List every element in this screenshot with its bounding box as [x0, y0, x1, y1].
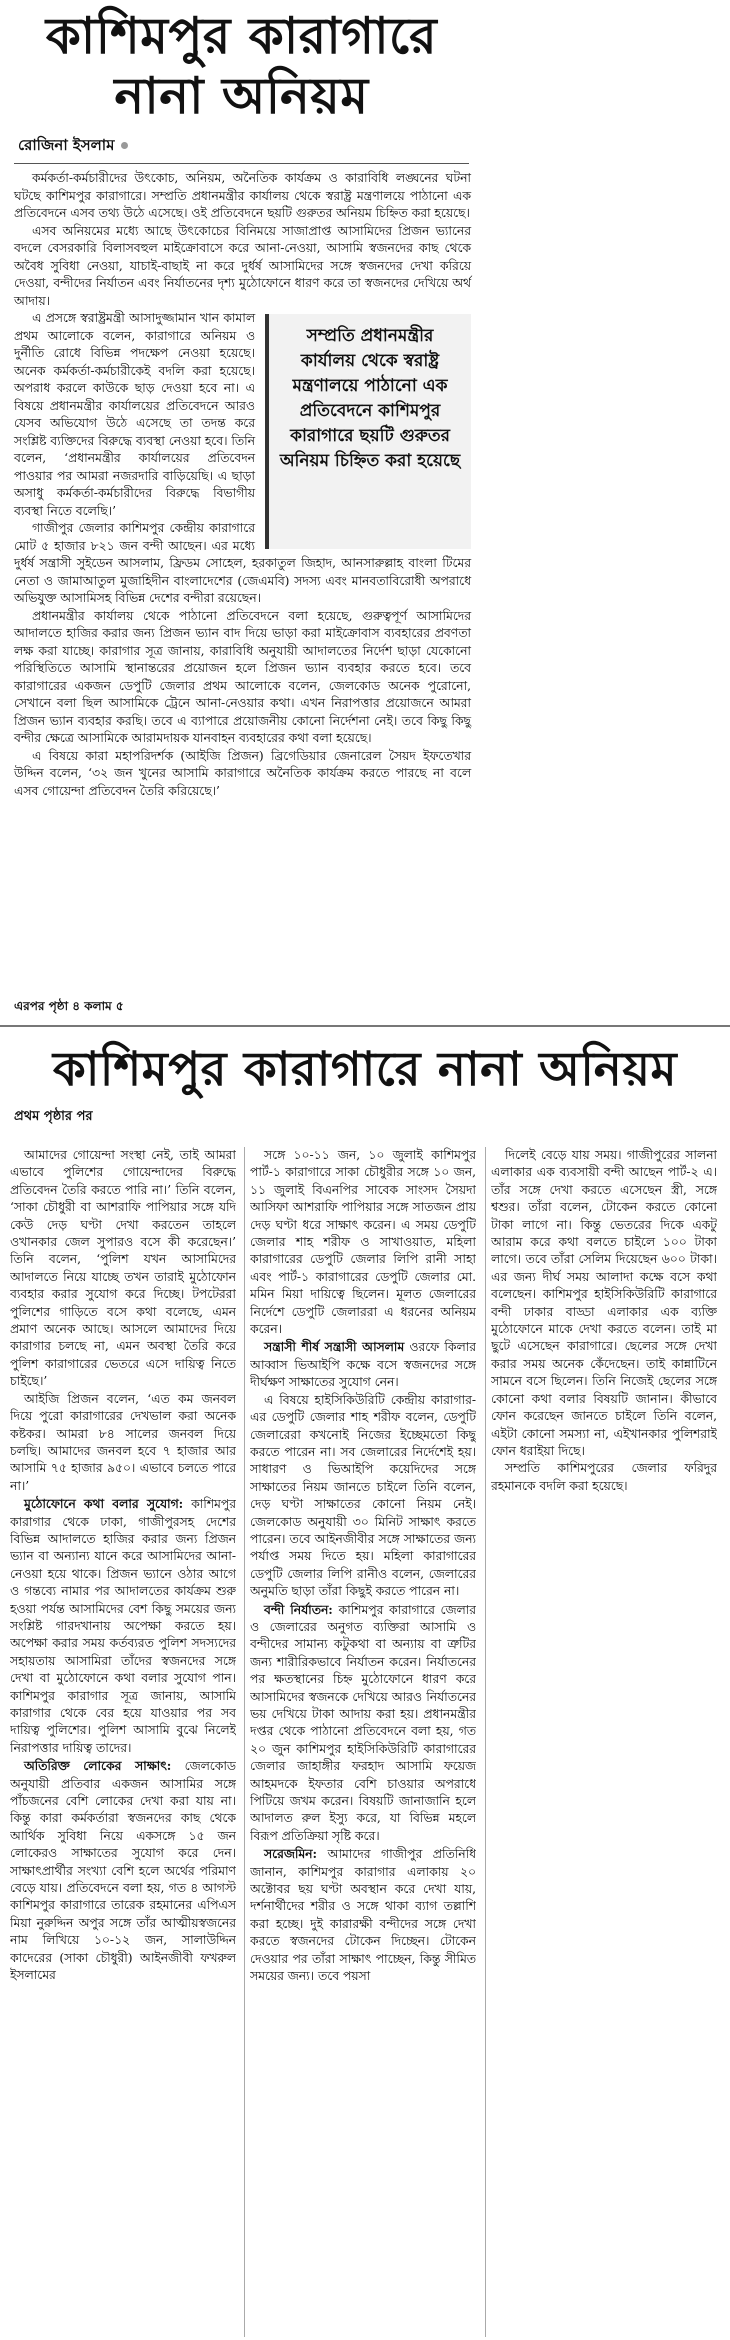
col1-paragraph: আইজি প্রিজন বলেন, ‘এত কম জনবল দিয়ে পুরো কারাগারের দেখভাল করা অনেক কষ্টকর। আমরা ৮৪ সালের জনবল দিয়ে চলছি। আমাদের জনবল হবে ৭ হাজার আর আসামি ৭৫ হাজার ৯৫০। এভাবে চলতে পারে না।’	[10, 1391, 236, 1493]
front-paragraph-1: কর্মকর্তা-কর্মচারীদের উৎকোচ, অনিয়ম, অনৈতিক কার্যক্রম ও কারাবিধি লঙ্ঘনের ঘটনা ঘটছে কাশিমপুর কারাগারে। সম্প্রতি প্রধানমন্ত্রীর কার্যালয় থেকে স্বরাষ্ট্র মন্ত্রণালয়ে পাঠানো এক প্রতিবেদনে এসব তথ্য উঠে এসেছে। ওই প্রতিবেদনে ছয়টি গুরুতর অনিয়ম চিহ্নিত করা হয়েছে।	[14, 171, 471, 220]
col2-paragraph: সঙ্গে ১০-১১ জন, ১০ জুলাই কাশিমপুর পার্ট-১ কারাগারে সাকা চৌধুরীর সঙ্গে ১০ জন, ১১ জুলাই বিএনপির সাবেক সাংসদ সৈয়দা আসিফা আশরাফি পাপিয়ার সঙ্গে সাতজন প্রায় দেড় ঘণ্টা ধরে সাক্ষাৎ করেন। এ সময় ডেপুটি জেলার শাহ শরীফ ও সাখাওয়াত, মহিলা কারাগারের ডেপুটি জেলার লিপি রানী সাহা এবং পার্ট-১ কারাগারের ডেপুটি জেলার মো. মমিন মিয়া দায়িত্বে ছিলেন। মূলত জেলারের নির্দেশে ডেপুটি জেলাররা এ ধরনের অনিয়ম করেন।	[250, 1148, 476, 1337]
subsection-text: কাশিমপুর কারাগারে জেলার ও জেলারের অনুগত ব্যক্তিরা আসামি ও বন্দীদের সামান্য কটুকথা বা অন্যায় বা ত্রুটির জন্য শারীরিকভাবে নির্যাতন করেন। নির্যাতনের পর ক্ষতস্থানের চিহ্ন মুঠোফোনে ধারণ করে আসামিদের স্বজনকে দেখিয়ে আরও নির্যাতনের ভয় দেখিয়ে টাকা আদায় করা হয়। প্রধানমন্ত্রীর দপ্তর থেকে পাঠানো প্রতিবেদনে বলা হয়, গত ২০ জুন কাশিমপুর হাইসিকিউরিটি কারাগারের জেলার জাহাঙ্গীর ফরহাদ আসামি ফয়েজ আহমদকে ইফতার বেশি চাওয়ার অপরাধে পিটিয়ে জখম করেন। বিষয়টি জানাজানি হলে আদালত রুল ইস্যু করে, যা বিভিন্ন মহলে বিরূপ প্রতিক্রিয়া সৃষ্টি করে।	[250, 1602, 476, 1843]
byline-dot-icon	[121, 142, 128, 149]
column-2	[250, 1147, 476, 2337]
front-paragraph-3: এ প্রসঙ্গে স্বরাষ্ট্রমন্ত্রী আসাদুজ্জামান খান কামাল প্রথম আলোকে বলেন, কারাগারে অনিয়ম ও দুর্নীতি রোধে বিভিন্ন পদক্ষেপ নেওয়া হয়েছে। অনেক কর্মকর্তা-কর্মচারীকেই বদলি করা হয়েছে। অপরাধ করলে কাউকে ছাড় দেওয়া হবে না। এ বিষয়ে প্রধানমন্ত্রীর কার্যালয়ের প্রতিবেদনে আরও যেসব অভিযোগ উঠে এসেছে তা তদন্ত করে সংশ্লিষ্ট ব্যক্তিদের বিরুদ্ধে ব্যবস্থা নেওয়া হবে। তিনি বলেন, ‘প্রধানমন্ত্রীর কার্যালয়ের প্রতিবেদন পাওয়ার পর আমরা নজরদারি বাড়িয়েছি। এ ছাড়া অসাধু কর্মকর্তা-কর্মচারীদের বিরুদ্ধে বিভাগীয় ব্যবস্থা নিতে বলেছি।’	[14, 311, 255, 518]
clip-separator	[0, 1025, 730, 1027]
continuation-clip	[0, 1035, 730, 2340]
front-paragraph-5: প্রধানমন্ত্রীর কার্যালয় থেকে পাঠানো প্রতিবেদনে বলা হয়েছে, গুরুত্বপূর্ণ আসামিদের আদালতে হাজির করার জন্য প্রিজন ভ্যান বাদ দিয়ে ভাড়া করা মাইক্রোবাস ব্যবহারের প্রবণতা লক্ষ করা যাচ্ছে। কারাগার সূত্র জানায়, কারাবিধি অনুযায়ী আদালতের নির্দেশ ছাড়া যেকোনো পরিস্থিতিতে আসামি স্থানান্তরের প্রয়োজন হলে প্রিজন ভ্যান ব্যবহার করতে হবে। তবে কারাগারের একজন ডেপুটি জেলার প্রথম আলোকে বলেন, জেলকোড অনেক পুরোনো, সেখানে বলা ছিল আসামিকে ট্রেনে আনা-নেওয়ার কথা। এখন নিরাপত্তার প্রয়োজনে আমরা প্রিজন ভ্যান ব্যবহার করছি। তবে এ ব্যাপারে প্রয়োজনীয় কোনো নির্দেশনা নেই। তবে কিছু কিছু বন্দীর ক্ষেত্রে আসামিকে আরামদায়ক যানবাহন ব্যবহারের কথা বলা হয়েছে।	[14, 608, 471, 745]
front-headline-line2: নানা অনিয়ম	[114, 67, 369, 125]
byline-rule	[14, 163, 469, 164]
byline	[18, 134, 465, 159]
subheading: মুঠোফোনে কথা বলার সুযোগ:	[24, 1496, 184, 1512]
continued-note: এরপর পৃষ্ঠা ৪ কলাম ৫	[14, 999, 124, 1013]
front-headline-line1: কাশিমপুর কারাগারে	[45, 7, 438, 65]
col3-paragraph: দিলেই বেড়ে যায় সময়। গাজীপুরের সালনা এলাকার এক ব্যবসায়ী বন্দী আছেন পার্ট-২ এ। তাঁর সঙ্গে দেখা করতে এসেছেন স্ত্রী, সঙ্গে শ্বশুর। তাঁরা বলেন, টোকেন করতে কোনো টাকা লাগে না। কিন্তু ভেতরের দিকে একটু আরাম করে কথা বলতে চাইলে ১০০ টাকা লাগে। তবে তাঁরা সেলিম দিয়েছেন ৬০০ টাকা। এর জন্য দীর্ঘ সময় আলাদা কক্ষে বসে কথা বলেছেন। কাশিমপুর হাইসিকিউরিটি কারাগারে বন্দী ঢাকার বাড্ডা এলাকার এক ব্যক্তি মুঠোফোনে মাকে দেখা করতে বলেন। তাই মা ছুটে এসেছেন কারাগারে। ছেলের সঙ্গে দেখা করার সময় অনেক কেঁদেছেন। তাই কান্নাটিনে সামনে বসে ছিলেন। তিনি নিজেই ছেলের সঙ্গে কোনো কথা বলার বিষয়টি জানান। কীভাবে ফোন করেছেন জানতে চাইলে তিনি বলেন, এইটা কোনো সমস্যা না, এইখানকার পুলিশরাই ফোন ধরাইয়া দিছে।	[491, 1148, 717, 1458]
column-3	[491, 1147, 717, 2337]
subsection-text: ওরফে কিলার আব্বাস ভিআইপি কক্ষে বসে স্বজনদের সঙ্গে দীর্ঘক্ষণ সাক্ষাতের সুযোগ নেন।	[250, 1340, 476, 1390]
columns	[10, 1147, 722, 2337]
front-paragraph-2: এসব অনিয়মের মধ্যে আছে উৎকোচের বিনিময়ে সাজাপ্রাপ্ত আসামিদের প্রিজন ভ্যানের বদলে বেসরকারি বিলাসবহুল মাইক্রোবাসে করে আনা-নেওয়া, আসামি স্বজনদের কাছ থেকে অবৈধ সুবিধা নেওয়া, যাচাই-বাছাই না করে দুর্ধর্ষ আসামিদের সঙ্গে স্বজনদের দেখা করিয়ে দেওয়া, বন্দীদের নির্যাতন এবং নির্যাতনের দৃশ্য মুঠোফোনে ধারণ করে তা স্বজনদের দেখিয়ে অর্থ আদায়।	[14, 223, 471, 308]
subsection-text: জেলকোড অনুযায়ী প্রতিবার একজন আসামির সঙ্গে পাঁচজনের বেশি লোকের দেখা করা যায় না। কিন্তু কারা কর্মকর্তারা স্বজনদের কাছ থেকে আর্থিক সুবিধা নিয়ে একসঙ্গে ১৫ জন লোকেরও সাক্ষাতের সুযোগ করে দেন। সাক্ষাৎপ্রার্থীর সংখ্যা বেশি হলে অর্থের পরিমাণ বেড়ে যায়। প্রতিবেদনে বলা হয়, গত ৪ আগস্ট কাশিমপুর কারাগারে তারেক রহমানের এপিএস মিয়া নুরুদ্দিন অপুর সঙ্গে তাঁর আত্মীয়স্বজনের নাম লিখিয়ে ১০-১২ জন, সালাউদ্দিন কাদেরের (সাকা চৌধুরী) আইনজীবী ফখরুল ইসলামের	[10, 1759, 236, 1983]
subheading: সন্ত্রাসী শীর্ষ সন্ত্রাসী আসলাম	[264, 1339, 405, 1355]
front-paragraph-4: গাজীপুর জেলার কাশিমপুর কেন্দ্রীয় কারাগারে মোট ৫ হাজার ৮২১ জন বন্দী আছেন। এর মধ্যে দুর্ধর্ষ সন্ত্রাসী সুইডেন আসলাম, ফ্রিডম সোহেল, হরকাতুল জিহাদ, আনসারুল্লাহ বাংলা টিমের নেতা ও জামাআতুল মুজাহিদীন বাংলাদেশের (জেএমবি) সদস্য এবং মানবতাবিরোধী অপরাধে অভিযুক্ত আসামিসহ বিভিন্ন দেশের বন্দীরা রয়েছেন।	[14, 521, 471, 605]
col1-subsection-2	[10, 1757, 236, 1984]
front-body	[14, 170, 471, 800]
col1-paragraph: আমাদের গোয়েন্দা সংস্থা নেই, তাই আমরা এভাবে পুলিশের গোয়েন্দাদের বিরুদ্ধে প্রতিবেদন তৈরি করতে পারি না।’ তিনি বলেন, ‘সাকা চৌধুরী বা আশরাফি পাপিয়ার সঙ্গে যদি কেউ দেড় ঘণ্টা দেখা করতেন তাহলে ওখানকার জেল সুপারও বসে কী করেছেন।’ তিনি বলেন, ‘পুলিশ যখন আসামিদের আদালতে নিয়ে যাচ্ছে তখন তারাই মুঠোফোন ব্যবহার করার সুযোগ করে দিচ্ছে। টপটেররা পুলিশের গাড়িতে বসে কথা বলেছে, এমন প্রমাণ অনেক আছে। আসলে আমাদের দিয়ে কারাগার চলছে না, এমন অবস্থা তৈরি করে পুলিশ কারাগারের ভেতরে এসে দায়িত্ব নিতে চাইছে।’	[10, 1148, 236, 1389]
front-paragraph-6: এ বিষয়ে কারা মহাপরিদর্শক (আইজি প্রিজন) ব্রিগেডিয়ার জেনারেল সৈয়দ ইফতেখার উদ্দিন বলেন, ‘৩২ জন খুনের আসামি কারাগারে অনৈতিক কার্যক্রম করতে পারছে না বলে এসব গোয়েন্দা প্রতিবেদন তৈরি করিয়েছে।’	[14, 748, 471, 798]
pull-quote: সম্প্রতি প্রধানমন্ত্রীর কার্যালয় থেকে স্বরাষ্ট্র মন্ত্রণালয়ে পাঠানো এক প্রতিবেদনে কাশিমপুর কারাগারে ছয়টি গুরুতর অনিয়ম চিহ্নিত করা হয়েছে	[265, 314, 471, 549]
subheading: সরেজমিন:	[264, 1846, 318, 1862]
col2-subsection-1	[250, 1338, 476, 1391]
continuation-headline: কাশিমপুর কারাগারে নানা অনিয়ম	[52, 1042, 678, 1097]
col2-paragraph: এ বিষয়ে হাইসিকিউরিটি কেন্দ্রীয় কারাগার-এর ডেপুটি জেলার শাহ শরীফ বলেন, ডেপুটি জেলারেরা কখনোই নিজের ইচ্ছেমতো কিছু করতে পারেন না। সব জেলারের নির্দেশেই হয়। সাধারণ ও ভিআইপি কয়েদিদের সঙ্গে সাক্ষাতের নিয়ম জানতে চাইলে তিনি বলেন, দেড় ঘণ্টা সাক্ষাতের কোনো নিয়ম নেই। জেলকোড অনুযায়ী ৩০ মিনিট সাক্ষাৎ করতে পারেন। তবে আইনজীবীর সঙ্গে সাক্ষাতের জন্য পর্যাপ্ত সময় দিতে হয়। মহিলা কারাগারের ডেপুটি জেলার লিপি রানীও বলেন, জেলারের অনুমতি ছাড়া তাঁরা কিছুই করতে পারেন না।	[250, 1392, 476, 1599]
subsection-text: কাশিমপুর কারাগার থেকে ঢাকা, গাজীপুরসহ দেশের বিভিন্ন আদালতে হাজির করার জন্য প্রিজন ভ্যান বা অন্যান্য যানে করে আসামিদের আনা-নেওয়া হয়ে থাকে। প্রিজন ভ্যানে ওঠার আগে ও গন্তব্যে নামার পর আদালতের কার্যক্রম শুরু হওয়া পর্যন্ত আসামিদের বেশ কিছু সময়ের জন্য সংশ্লিষ্ট গারদখানায় অপেক্ষা করতে হয়। অপেক্ষা করার সময় কর্তব্যরত পুলিশ সদস্যদের সহায়তায় আসামিরা তাঁদের স্বজনদের সঙ্গে দেখা বা মুঠোফোনে কথা বলার সুযোগ পান। কাশিমপুর কারাগার সূত্র জানায়, আসামি কারাগার থেকে বের হয়ে যাওয়ার পর সব দায়িত্ব পুলিশের। পুলিশ আসামি বুঝে নিলেই নিরাপত্তার দায়িত্ব তাদের।	[10, 1497, 236, 1755]
col1-subsection-1	[10, 1495, 236, 1757]
col2-subsection-3	[250, 1845, 476, 1985]
column-1	[10, 1147, 236, 2337]
front-page-clip	[0, 0, 483, 1015]
front-headline	[0, 0, 483, 126]
subheading: বন্দী নির্যাতন:	[264, 1601, 333, 1617]
byline-name: রোজিনা ইসলাম	[18, 136, 115, 154]
col3-paragraph: সম্প্রতি কাশিমপুরের জেলার ফরিদুর রহমানকে বদলি করা হয়েছে।	[491, 1461, 717, 1493]
subsection-text: আমাদের গাজীপুর প্রতিনিধি জানান, কাশিমপুর কারাগার এলাকায় ২০ অক্টোবর ছয় ঘণ্টা অবস্থান করে দেখা যায়, দর্শনার্থীদের শরীর ও সঙ্গে থাকা ব্যাগ তল্লাশি করা হচ্ছে। দুই কারারক্ষী বন্দীদের সঙ্গে দেখা করতে স্বজনদের টোকেন দিচ্ছেন। টোকেন দেওয়ার পর তাঁরা সাক্ষাৎ পাচ্ছেন, কিন্তু সীমিত সময়ের জন্য। তবে পয়সা	[250, 1847, 476, 1984]
from-page-note: প্রথম পৃষ্ঠার পর	[14, 1109, 93, 1124]
col2-subsection-2	[250, 1601, 476, 1846]
subheading: অতিরিক্ত লোকের সাক্ষাৎ:	[24, 1758, 172, 1774]
